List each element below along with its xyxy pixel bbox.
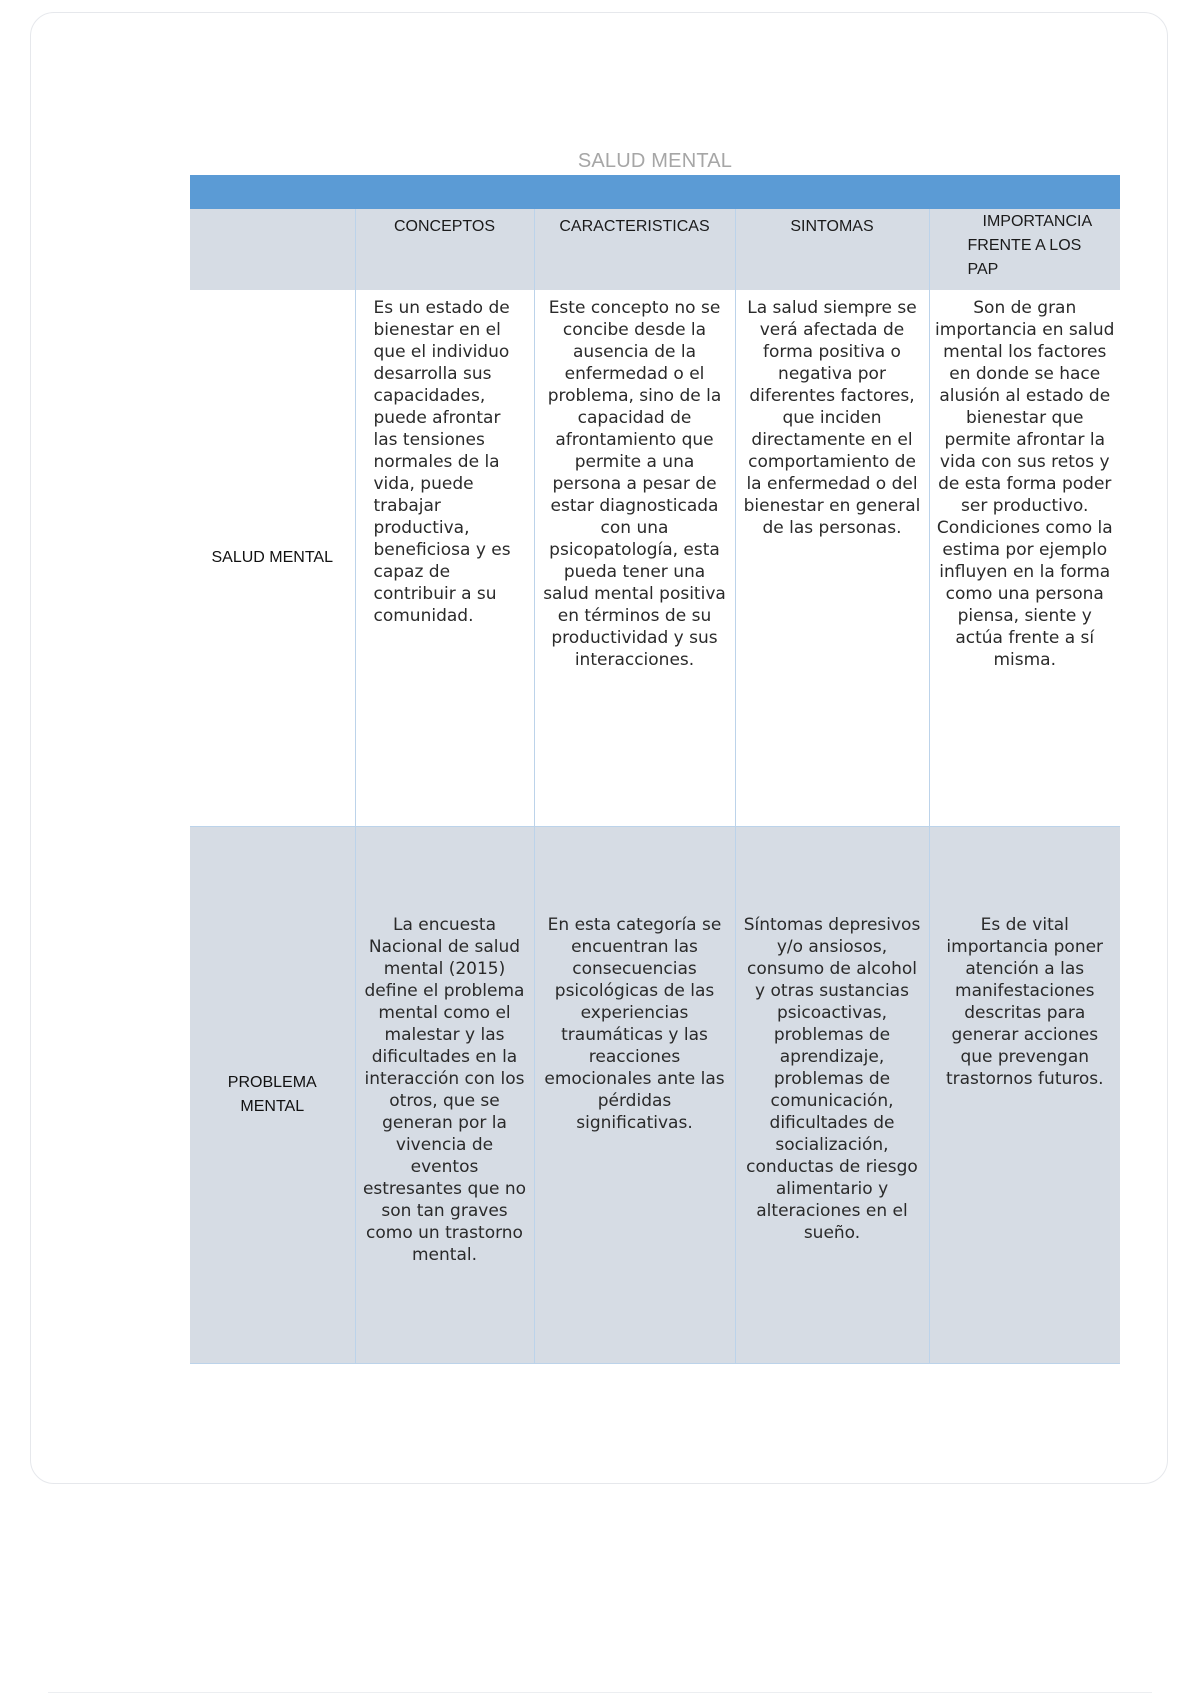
mental-health-table	[190, 175, 1120, 1364]
header-caracteristicas: CARACTERISTICAS	[534, 209, 735, 290]
cell-text: En esta categoría se encuentran las consecuencias psicológicas de las experiencias traumáticas y las reacciones emocionales ante las pérdidas significativas.	[544, 915, 725, 1133]
header-importancia-line1: IMPORTANCIA	[982, 213, 1093, 230]
page-divider	[48, 1692, 1152, 1693]
header-sintomas: SINTOMAS	[735, 209, 929, 290]
table-header-row	[190, 209, 1120, 290]
cell-salud-conceptos	[355, 290, 534, 827]
cell-problema-conceptos	[355, 827, 534, 1364]
header-importancia	[929, 209, 1120, 290]
cell-text: Este concepto no se concibe desde la ausencia de la enfermedad o el problema, sino de la capacidad de afrontamiento que permite a una persona a pesar de estar diagnosticada con una psicopatología, esta pueda tener una salud mental positiva en términos de su productividad y sus interacciones.	[543, 298, 726, 670]
cell-salud-importancia	[929, 290, 1120, 827]
table-row-salud-mental	[190, 290, 1120, 827]
cell-text: Síntomas depresivos y/o ansiosos, consumo de alcohol y otras sustancias psicoactivas, problemas de aprendizaje, problemas de comunicación, dificultades de socialización, conductas de riesgo alimentario y alteraciones en el sueño.	[743, 915, 921, 1243]
cell-problema-caracteristicas	[534, 827, 735, 1364]
row-label-salud-mental: SALUD MENTAL	[190, 290, 355, 827]
cell-text: La encuesta Nacional de salud mental (2015) define el problema mental como el malestar y las dificultades en la interacción con los otros, que se generan por la vivencia de eventos estresantes que no son tan graves como un trastorno mental.	[362, 915, 527, 1265]
cell-problema-sintomas	[735, 827, 929, 1364]
cell-text: Es de vital importancia poner atención a las manifestaciones descritas para generar acciones que prevengan trastornos futuros.	[945, 915, 1104, 1089]
document-title: SALUD MENTAL	[577, 150, 733, 172]
table-row-problema-mental	[190, 827, 1120, 1364]
row-label-problema-mental	[190, 827, 355, 1364]
header-importancia-line2: FRENTE A LOS	[967, 237, 1082, 254]
cell-salud-sintomas	[735, 290, 929, 827]
header-blank-cell	[190, 209, 355, 290]
cell-text: La salud siempre se verá afectada de forma positiva o negativa por diferentes factores, que inciden directamente en el comportamiento de la enfermedad o del bienestar en general de las personas.	[743, 298, 921, 538]
cell-salud-caracteristicas	[534, 290, 735, 827]
table-accent-bar	[190, 175, 1120, 209]
cell-problema-importancia	[929, 827, 1120, 1364]
header-importancia-line3: PAP	[967, 261, 999, 278]
header-conceptos: CONCEPTOS	[355, 209, 534, 290]
table-grid	[190, 209, 1120, 1364]
cell-text: Son de gran importancia en salud mental los factores en donde se hace alusión al estado de bienestar que permite afrontar la vida con sus retos y de esta forma poder ser productivo. Condiciones como la estima por ejemplo influyen en la forma como una persona piensa, siente y actúa frente a sí misma.	[935, 298, 1115, 670]
cell-text: Es un estado de bienestar en el que el individuo desarrolla sus capacidades, puede afrontar las tensiones normales de la vida, puede trabajar productiva, beneficiosa y es capaz de contribuir a su comunidad.	[373, 298, 511, 626]
row-label-line1: PROBLEMA	[227, 1074, 317, 1091]
row-label-line2: MENTAL	[240, 1098, 305, 1115]
